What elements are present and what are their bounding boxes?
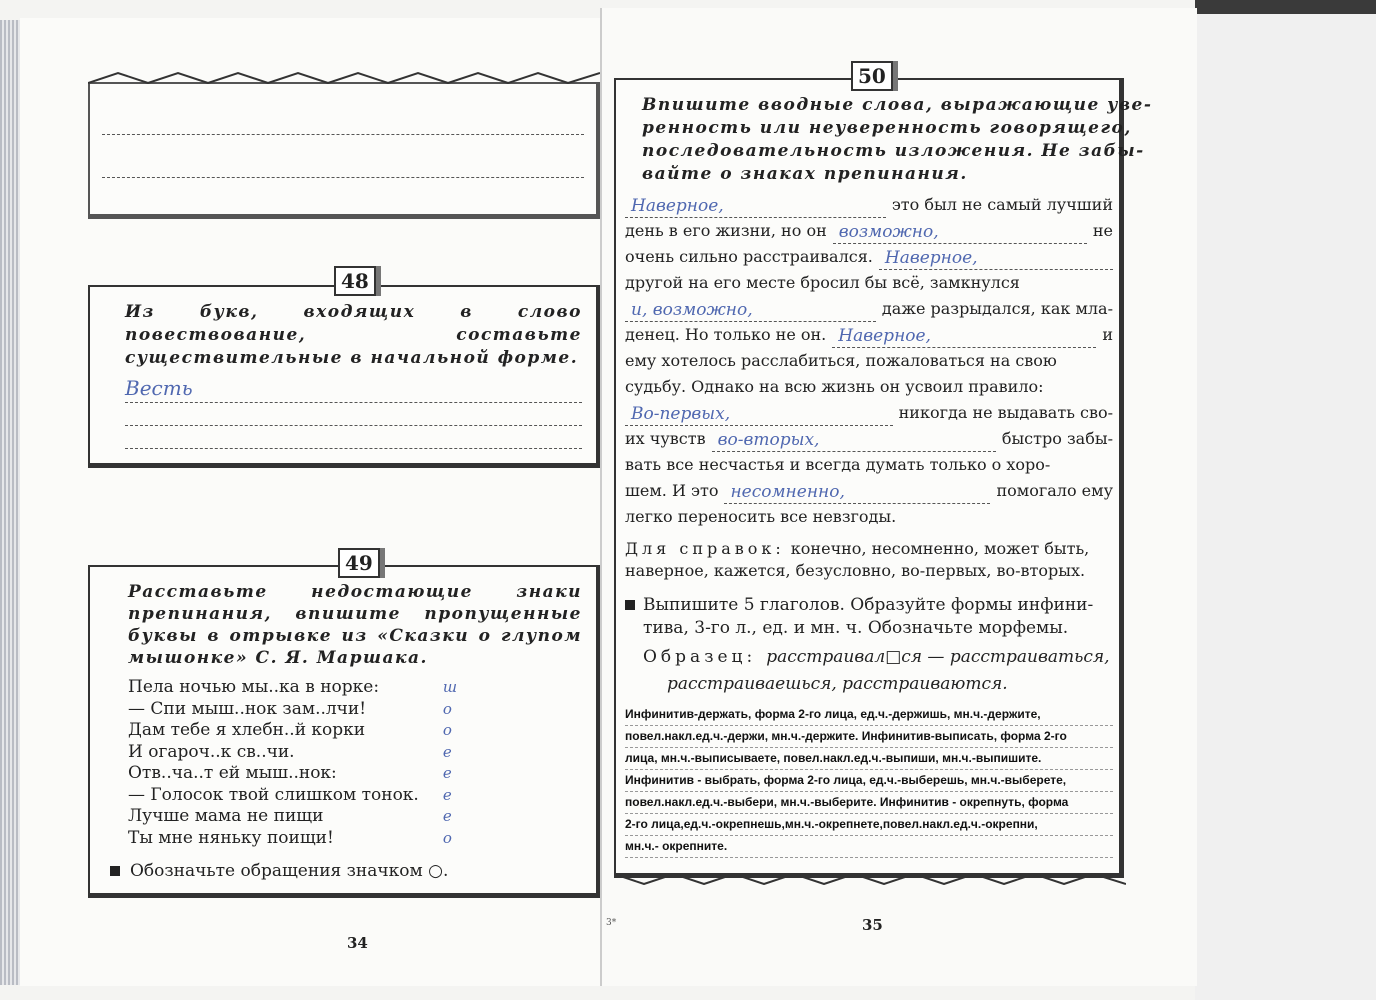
page-number-left: 34 xyxy=(347,934,368,952)
answer-line: 2-го лица,ед.ч.-окрепнешь,мн.ч.-окрепнете,повел.накл.ед.ч.-окрепни, xyxy=(625,814,1113,836)
answer-line: лица, мн.ч.-выписываете, повел.накл.ед.ч.-выпиши, мн.ч.-выпишите. xyxy=(625,748,1113,770)
poem-line: Отв..ча..т ей мыш..нок: xyxy=(128,763,337,783)
text-row xyxy=(625,504,1113,530)
poem-area xyxy=(128,677,582,849)
scan-edge xyxy=(1195,0,1376,14)
handwritten-letter: е xyxy=(442,764,452,782)
text-line: денец. Но только не он. xyxy=(625,325,827,344)
instruction-line: последовательность изложения. Не забы- xyxy=(642,141,1145,161)
sample-line: расстраивал□ся — расстраиваться, xyxy=(766,647,1110,667)
handwritten-answer: Наверное, xyxy=(625,195,886,218)
bullet-square-icon xyxy=(625,600,635,610)
answer-line: повел.накл.ед.ч.-выбери, мн.ч.-выберите. Инфинитив - окрепнуть, форма xyxy=(625,792,1113,814)
handwritten-answer: Во-первых, xyxy=(625,403,893,426)
text-row xyxy=(625,478,1113,504)
task-49-box xyxy=(88,565,601,898)
poem xyxy=(128,677,419,849)
handwritten-answer: возможно, xyxy=(833,221,1087,244)
text-row xyxy=(625,244,1113,270)
handwritten-letter: е xyxy=(442,785,452,804)
torn-edge xyxy=(614,871,1126,885)
text-row xyxy=(625,270,1113,296)
text-line: ему хотелось расслабиться, пожаловаться на свою xyxy=(625,351,1057,370)
instruction-line: Впишите вводные слова, выражающие уве- xyxy=(642,95,1153,115)
task-48-number: 48 xyxy=(334,266,376,296)
task-49-instruction: Расставьте недостающие знаки препинания, впишите пропущенные буквы в отрывке из «Сказки о глупом мышонке» С. Я. Маршака. xyxy=(128,582,582,668)
text-row xyxy=(625,348,1113,374)
task-48-box xyxy=(88,285,601,468)
text-line: и xyxy=(1102,325,1113,344)
reference-line: конечно, несомненно, может быть, xyxy=(790,539,1090,558)
previous-task-box xyxy=(88,82,601,219)
text-line: очень сильно расстраивался. xyxy=(625,247,873,266)
text-line: никогда не выдавать сво- xyxy=(898,403,1113,422)
text-line: судьбу. Однако на всю жизнь он усвоил правило: xyxy=(625,377,1044,396)
typed-answer xyxy=(625,704,1113,858)
instruction-line: вайте о знаках препинания. xyxy=(642,164,968,184)
poem-line: — Спи мыш..нок зам..лчи! xyxy=(128,698,367,719)
text-line: день в его жизни, но он xyxy=(625,221,827,240)
handwritten-letter: е xyxy=(442,807,452,825)
poem-line: Лучше мама не пищи xyxy=(128,806,324,826)
task-49-number: 49 xyxy=(338,548,380,578)
text-line: легко переносить все невзгоды. xyxy=(625,507,897,526)
subtask xyxy=(625,594,1113,640)
task-50-body xyxy=(625,192,1113,858)
text-row xyxy=(625,322,1113,348)
text-row xyxy=(625,374,1113,400)
text-row xyxy=(625,218,1113,244)
task-50-instruction xyxy=(642,94,1152,186)
sample xyxy=(625,644,1113,698)
handwritten-letter: о xyxy=(442,721,452,739)
handwritten-answer: несомненно, xyxy=(724,481,990,504)
task-50-number: 50 xyxy=(851,61,893,91)
text-line: не xyxy=(1092,221,1113,240)
reference-label: Для справок: xyxy=(625,539,785,558)
reference-line: наверное, кажется, безусловно, во-первых, во-вторых. xyxy=(625,561,1086,580)
handwritten-answer: Наверное, xyxy=(832,325,1096,348)
handwritten-letter: е xyxy=(442,742,452,761)
sample-line: расстраиваешься, расстраиваются. xyxy=(667,674,1008,694)
task-49-footer xyxy=(110,859,582,883)
text-row xyxy=(625,192,1113,218)
handwritten-answer: во-вторых, xyxy=(712,429,996,452)
handwritten-answer: Весть xyxy=(125,374,582,403)
subtask-line: тива, 3-го л., ед. и мн. ч. Обозначьте морфемы. xyxy=(643,618,1069,638)
answer-line xyxy=(125,425,582,426)
text-line: другой на его месте бросил бы всё, замкнулся xyxy=(625,273,1020,292)
text-line: помогало ему xyxy=(996,481,1113,500)
footer-text: Обозначьте обращения значком ○. xyxy=(130,861,449,881)
book-page-edges xyxy=(0,20,22,985)
answer-line xyxy=(102,177,584,178)
poem-line: Ты мне няньку поищи! xyxy=(128,827,334,848)
poem-line: — Голосок твой слишком тонок. xyxy=(128,784,419,805)
poem-line: Пела ночью мы..ка в норке: xyxy=(128,677,380,697)
torn-edge xyxy=(88,70,600,84)
task-48-instruction: Из букв, входящих в слово повествование, составьте существительные в начальной форме. xyxy=(125,302,582,368)
handwritten-letter: о xyxy=(442,699,452,718)
answer-line: Инфинитив-держать, форма 2-го лица, ед.ч.-держишь, мн.ч.-держите, xyxy=(625,704,1113,726)
text-line: даже разрыдался, как мла- xyxy=(881,299,1113,318)
handwritten-letters xyxy=(443,677,457,849)
text-line: это был не самый лучший xyxy=(891,195,1113,214)
answer-line: мн.ч.- окрепните. xyxy=(625,836,1113,858)
scan-background xyxy=(1195,14,1376,1000)
poem-line: И огароч..к св..чи. xyxy=(128,741,295,762)
text-line: быстро забы- xyxy=(1001,429,1113,448)
answer-line: Инфинитив - выбрать, форма 2-го лица, ед.ч.-выберешь, мн.ч.-выберете, xyxy=(625,770,1113,792)
poem-line: Дам тебе я хлебн..й корки xyxy=(128,720,366,740)
instruction-line: ренность или неуверенность говорящего, xyxy=(642,118,1132,138)
text-line: вать все несчастья и всегда думать только о хоро- xyxy=(625,455,1051,474)
text-row xyxy=(625,426,1113,452)
answer-line xyxy=(102,134,584,135)
sample-label: Образец: xyxy=(643,647,757,667)
handwritten-answer: Наверное, xyxy=(879,247,1113,270)
text-row xyxy=(625,296,1113,322)
reference xyxy=(625,538,1113,582)
handwritten-letter: ш xyxy=(442,678,458,696)
signature-mark: 3* xyxy=(606,918,617,928)
answer-line: повел.накл.ед.ч.-держи, мн.ч.-держите. Инфинитив-выписать, форма 2-го xyxy=(625,726,1113,748)
text-row xyxy=(625,400,1113,426)
text-line: шем. И это xyxy=(625,481,719,500)
subtask-line: Выпишите 5 глаголов. Образуйте формы инфини- xyxy=(643,595,1094,615)
bullet-square-icon xyxy=(110,866,120,876)
page-number-right: 35 xyxy=(862,916,883,934)
handwritten-letter: о xyxy=(442,828,452,847)
text-row xyxy=(625,452,1113,478)
handwritten-answer: и, возможно, xyxy=(625,299,876,322)
answer-line xyxy=(125,448,582,449)
text-line: их чувств xyxy=(625,429,706,448)
